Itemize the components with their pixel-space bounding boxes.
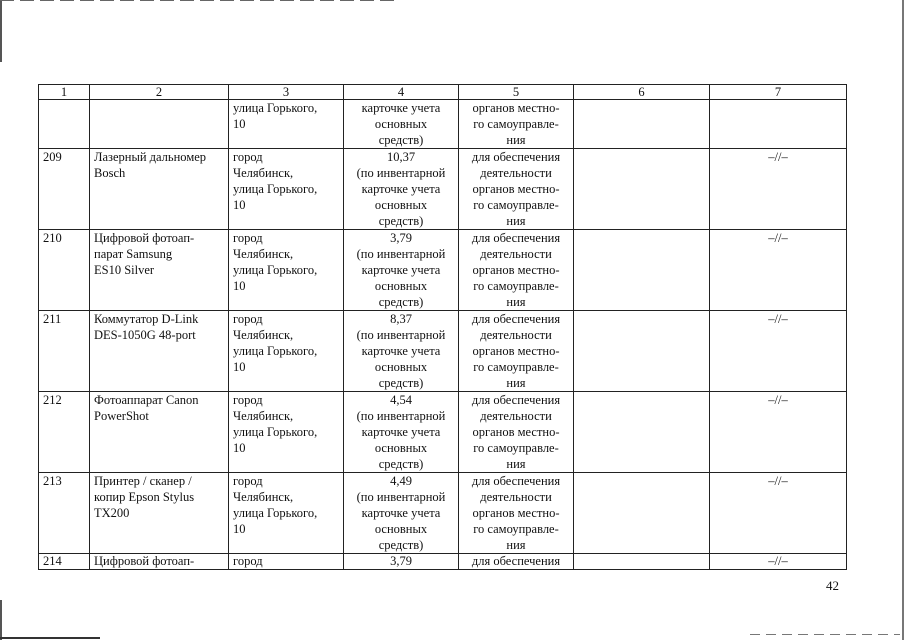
cell-value: 8,37 (по инвентарной карточке учета основных средств) — [344, 311, 459, 392]
cell-item-name: Цифровой фотоап- парат Samsung ES10 Silver — [90, 230, 229, 311]
cell-col7: –//– — [710, 149, 847, 230]
cell-number: 211 — [39, 311, 90, 392]
cell-item-name — [90, 100, 229, 149]
scan-edge-left-bottom — [0, 600, 2, 640]
scan-edge-bottom-right — [750, 634, 900, 635]
cell-location: город Челябинск, улица Горького, 10 — [229, 311, 344, 392]
cell-col7: –//– — [710, 311, 847, 392]
cell-number — [39, 100, 90, 149]
cell-item-name: Коммутатор D-Link DES-1050G 48-port — [90, 311, 229, 392]
column-number-row — [39, 85, 847, 100]
scan-edge-left — [0, 0, 2, 62]
cell-col7: –//– — [710, 392, 847, 473]
cell-number: 214 — [39, 554, 90, 570]
cell-col6 — [574, 554, 710, 570]
cell-location: город — [229, 554, 344, 570]
page-number: 42 — [826, 578, 839, 593]
cell-purpose: для обеспечения деятельности органов местно- го самоуправле- ния — [459, 392, 574, 473]
cell-purpose: для обеспечения деятельности органов местно- го самоуправле- ния — [459, 149, 574, 230]
cell-col6 — [574, 230, 710, 311]
table-row — [39, 392, 847, 473]
cell-purpose: для обеспечения деятельности органов местно- го самоуправле- ния — [459, 473, 574, 554]
cell-purpose: для обеспечения деятельности органов местно- го самоуправле- ния — [459, 311, 574, 392]
column-header-4: 4 — [344, 85, 459, 100]
cell-value: 10,37 (по инвентарной карточке учета основных средств) — [344, 149, 459, 230]
column-header-6: 6 — [574, 85, 710, 100]
table-row — [39, 473, 847, 554]
cell-location: город Челябинск, улица Горького, 10 — [229, 473, 344, 554]
cell-number: 210 — [39, 230, 90, 311]
cell-purpose: для обеспечения деятельности органов местно- го самоуправле- ния — [459, 230, 574, 311]
scan-edge-bottom-left — [0, 637, 100, 639]
cell-col6 — [574, 100, 710, 149]
column-header-5: 5 — [459, 85, 574, 100]
cell-item-name: Принтер / сканер / копир Epson Stylus TX200 — [90, 473, 229, 554]
cell-value: карточке учета основных средств) — [344, 100, 459, 149]
column-header-1: 1 — [39, 85, 90, 100]
column-header-3: 3 — [229, 85, 344, 100]
column-header-2: 2 — [90, 85, 229, 100]
column-header-7: 7 — [710, 85, 847, 100]
property-register-table — [38, 84, 847, 570]
cell-purpose: органов местно- го самоуправле- ния — [459, 100, 574, 149]
cell-value: 4,49 (по инвентарной карточке учета основных средств) — [344, 473, 459, 554]
table-row — [39, 230, 847, 311]
cell-item-name: Фотоаппарат Canon PowerShot — [90, 392, 229, 473]
cell-number: 213 — [39, 473, 90, 554]
cell-col7: –//– — [710, 230, 847, 311]
cell-location: город Челябинск, улица Горького, 10 — [229, 149, 344, 230]
cell-value: 3,79 (по инвентарной карточке учета основных средств) — [344, 230, 459, 311]
table-row — [39, 311, 847, 392]
cell-purpose: для обеспечения — [459, 554, 574, 570]
cell-value: 3,79 — [344, 554, 459, 570]
scan-edge-right — [902, 0, 904, 640]
cell-value: 4,54 (по инвентарной карточке учета основных средств) — [344, 392, 459, 473]
table-row — [39, 149, 847, 230]
cell-number: 212 — [39, 392, 90, 473]
cell-col6 — [574, 392, 710, 473]
cell-col7: –//– — [710, 554, 847, 570]
cell-number: 209 — [39, 149, 90, 230]
cell-location: улица Горького, 10 — [229, 100, 344, 149]
cell-col6 — [574, 311, 710, 392]
cell-col7: –//– — [710, 473, 847, 554]
scan-edge-top — [0, 0, 400, 1]
cell-location: город Челябинск, улица Горького, 10 — [229, 392, 344, 473]
cell-col6 — [574, 149, 710, 230]
table-row-partial — [39, 554, 847, 570]
cell-location: город Челябинск, улица Горького, 10 — [229, 230, 344, 311]
table-row-continuation — [39, 100, 847, 149]
cell-col7 — [710, 100, 847, 149]
cell-item-name: Цифровой фотоап- — [90, 554, 229, 570]
cell-col6 — [574, 473, 710, 554]
cell-item-name: Лазерный дальномер Bosch — [90, 149, 229, 230]
